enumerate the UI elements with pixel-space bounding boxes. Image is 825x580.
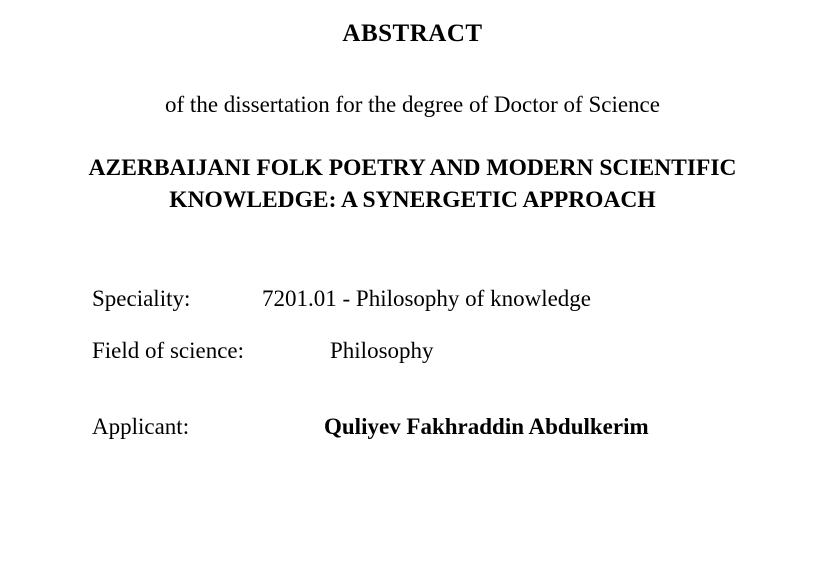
field-of-science-label: Field of science: bbox=[92, 338, 245, 364]
dissertation-title bbox=[0, 153, 825, 216]
document-page bbox=[0, 20, 825, 580]
dissertation-title-line-1: AZERBAIJANI FOLK POETRY AND MODERN SCIENTIFIC bbox=[88, 155, 737, 181]
speciality-label: Speciality: bbox=[92, 286, 191, 312]
document-subtitle: of the dissertation for the degree of Doctor of Science bbox=[165, 92, 660, 117]
dissertation-title-line-2: KNOWLEDGE: A SYNERGETIC APPROACH bbox=[169, 186, 656, 213]
page-title: ABSTRACT bbox=[342, 20, 483, 47]
applicant-value: Quliyev Fakhraddin Abdulkerim bbox=[324, 414, 649, 440]
field-row-applicant bbox=[92, 414, 825, 440]
speciality-value: 7201.01 - Philosophy of knowledge bbox=[262, 286, 592, 312]
applicant-label: Applicant: bbox=[92, 414, 190, 440]
metadata-fields bbox=[0, 286, 825, 440]
field-row-field-of-science bbox=[92, 338, 825, 364]
field-row-speciality bbox=[92, 286, 825, 312]
field-of-science-value: Philosophy bbox=[330, 338, 434, 364]
